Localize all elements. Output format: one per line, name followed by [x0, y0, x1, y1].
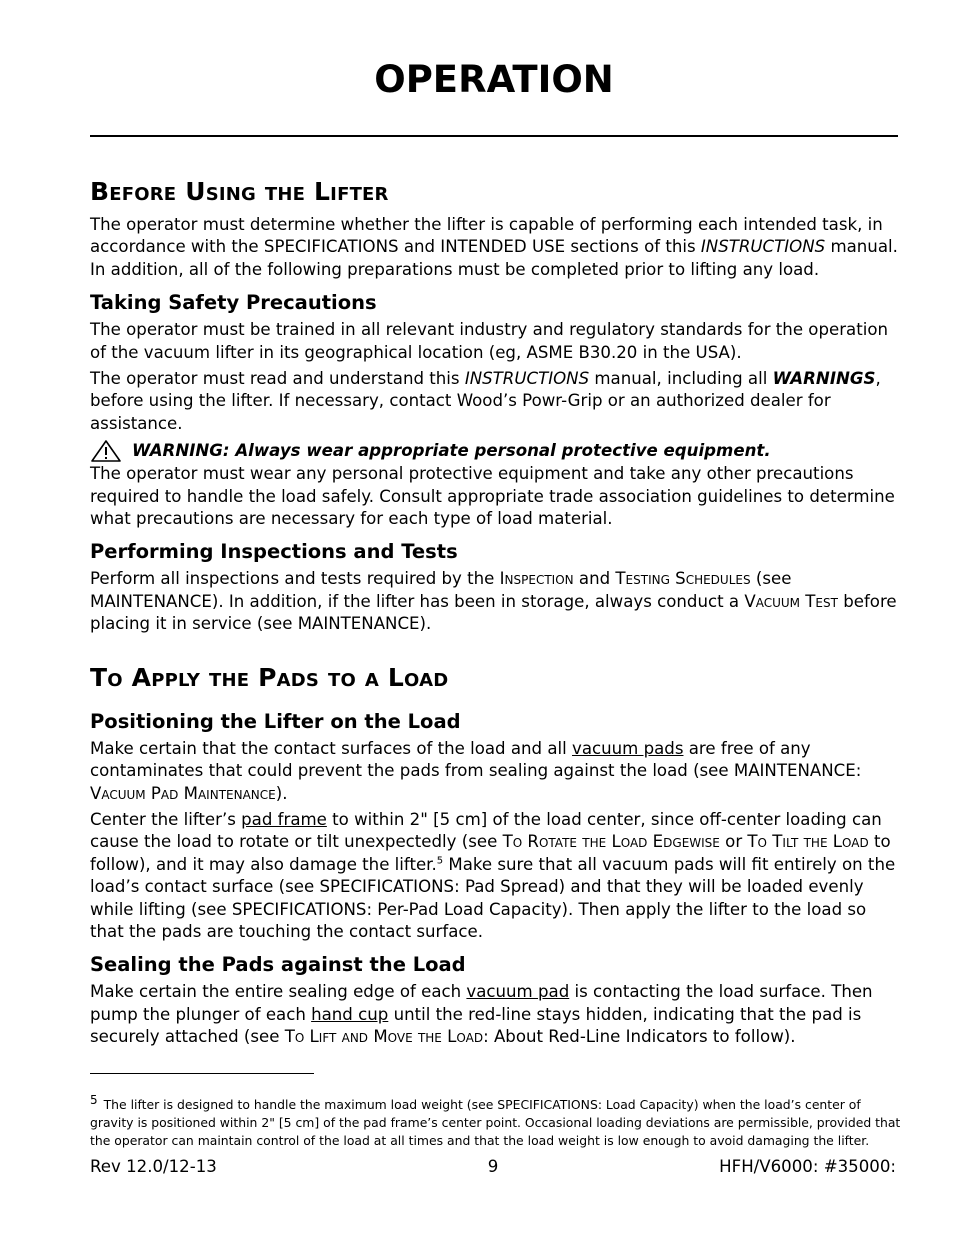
footnote-text: The lifter is designed to handle the maximum load weight (see SPECIFICATIONS: Load Capacity) when the load’s center of gravity is positioned within 2" [5 cm] of the pad frame’s center point. Occasional loading deviations are permissible, provided that the operator can maintain control of the load at all times and that the load weight is low enough to avoid damaging the lifter. — [90, 1097, 901, 1148]
page-footer — [90, 1155, 896, 1179]
section-intro-paragraph: The operator must determine whether the lifter is capable of performing each intended task, in accordance with the SPECIFICATIONS and INTENDED USE sections of this INSTRUCTIONS manual. In addition, all of the following preparations must be completed prior to lifting any load. — [90, 215, 898, 279]
safety-paragraph-2: The operator must read and understand this INSTRUCTIONS manual, including all WARNINGS, before using the lifter. If necessary, contact Wood’s Powr-Grip or an authorized dealer for assistance. — [90, 369, 881, 433]
warning-text: WARNING: Always wear appropriate personal protective equipment. — [132, 441, 771, 461]
warning-callout — [90, 439, 902, 463]
safety-paragraph-3: The operator must wear any personal protective equipment and take any other precautions required to handle the load safely. Consult appropriate trade association guidelines to determine what precautions are necessary for each type of load material. — [90, 464, 895, 529]
page-content — [90, 170, 902, 1053]
footnote-number: 5 — [90, 1093, 98, 1107]
footer-revision: Rev 12.0/12-13 — [90, 1157, 217, 1176]
positioning-paragraph-2: Center the lifter’s pad frame to within 2" [5 cm] of the load center, since off-center loading can cause the load to rotate or tilt unexpectedly (see To Rotate the Load Edgewise or To Tilt the Load to follow), and it may also damage the lifter.$^5$ Make sure that all vacuum pads will fit entirely on the load’s contact surface (see SPECIFICATIONS: Pad Spread) and that they will be loaded evenly while lifting (see SPECIFICATIONS: Per-Pad Load Capacity). Then apply the lifter to the load so that the pads are touching the contact surface. — [90, 809, 896, 941]
footnote — [90, 1091, 902, 1150]
page-title: OPERATION — [374, 58, 614, 101]
subheading-inspections-tests: Performing Inspections and Tests — [90, 540, 458, 564]
title-divider — [90, 135, 898, 137]
subheading-sealing: Sealing the Pads against the Load — [90, 953, 466, 977]
warning-triangle-icon — [90, 439, 122, 463]
footer-page-number: 9 — [487, 1157, 499, 1176]
safety-paragraph-1: The operator must be trained in all relevant industry and regulatory standards for the operation of the vacuum lifter in its geographical location (eg, ASME B30.20 in the USA). — [90, 320, 888, 362]
inspections-paragraph: Perform all inspections and tests required by the Inspection and Testing Schedules (see MAINTENANCE). In addition, if the lifter has been in storage, always conduct a Vacuum Test before placing it in service (see MAINTENANCE). — [90, 569, 897, 634]
subheading-positioning: Positioning the Lifter on the Load — [90, 709, 461, 733]
positioning-paragraph-1: Make certain that the contact surfaces of the load and all vacuum pads are free of any contaminates that could prevent the pads from sealing against the load (see MAINTENANCE: Vacuum Pad Maintenance). — [90, 738, 862, 803]
sealing-paragraph: Make certain the entire sealing edge of each vacuum pad is contacting the load surface. Then pump the plunger of each hand cup until the red-line stays hidden, indicating that the pad is securely attached (see To Lift and Move the Load: About Red-Line Indicators to follow). — [90, 982, 873, 1047]
section-heading-apply-pads: To Apply the Pads to a Load — [90, 662, 449, 692]
subheading-safety-precautions: Taking Safety Precautions — [90, 291, 377, 315]
footer-model: HFH/V6000: #35000: — [719, 1157, 896, 1176]
section-heading-before-using: Before Using the Lifter — [90, 177, 389, 206]
footnote-divider — [90, 1073, 314, 1074]
footnote-reference: 5 — [436, 855, 444, 867]
